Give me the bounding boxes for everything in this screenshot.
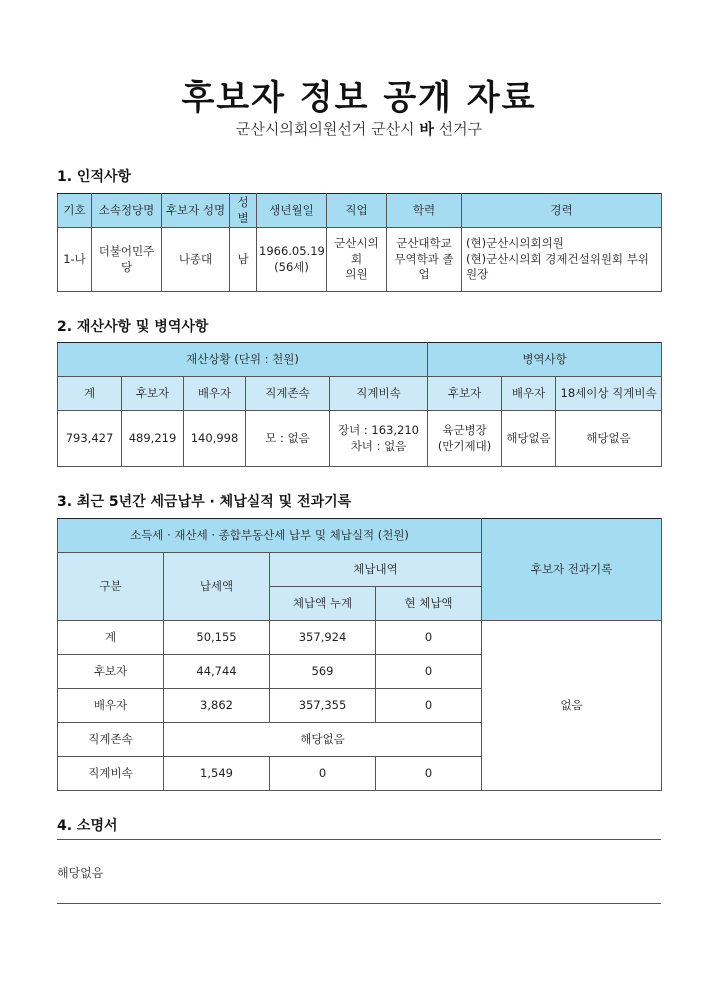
cell-arrears-current: 0: [376, 689, 482, 723]
cell-arrears-total: 0: [270, 757, 376, 791]
statement-top-rule: [57, 839, 661, 840]
section-tax-heading: 3. 최근 5년간 세금납부 · 체납실적 및 전과기록: [57, 494, 352, 510]
section-statement-heading: 4. 소명서: [57, 818, 118, 834]
table-row: [58, 621, 662, 655]
table-row: [58, 411, 662, 467]
personal-info-table: [57, 193, 662, 292]
cell-mil-spouse: 해당없음: [502, 411, 556, 467]
mil-candidate-line2: (만기제대): [437, 438, 492, 453]
statement-bottom-rule: [57, 903, 661, 904]
cell-paid: 1,549: [164, 757, 270, 791]
military-group-header: 병역사항: [428, 343, 662, 377]
cell-criminal-record: 없음: [482, 621, 662, 791]
col-mil-spouse: 배우자: [502, 377, 556, 411]
section-personal-heading: 1. 인적사항: [57, 169, 132, 185]
col-mil-descendant: 18세이상 직계비속: [556, 377, 662, 411]
criminal-header: 후보자 전과기록: [482, 519, 662, 621]
col-total: 계: [58, 377, 122, 411]
cell-ascendant: 모 : 없음: [246, 411, 330, 467]
cell-birth: [257, 228, 327, 292]
mil-candidate-line1: 육군병장: [442, 422, 487, 437]
cell-mil-descendant: 해당없음: [556, 411, 662, 467]
property-military-table: [57, 342, 662, 467]
subtitle-district: 바: [419, 120, 434, 138]
cell-arrears-total: 357,924: [270, 621, 376, 655]
cell-total: 793,427: [58, 411, 122, 467]
col-name: 후보자 성명: [162, 194, 230, 228]
cell-arrears-current: 0: [376, 655, 482, 689]
col-education: 학력: [387, 194, 462, 228]
career-line2: (현)군산시의회 경제건설위원회 부위원장: [466, 251, 649, 282]
cell-merged-value: 해당없음: [164, 723, 482, 757]
birth-age: (56세): [274, 259, 309, 274]
cell-category: 직계존속: [58, 723, 164, 757]
statement-value: 해당없음: [57, 866, 104, 880]
cell-descendant: [330, 411, 428, 467]
career-line1: (현)군산시의회의원: [466, 236, 564, 251]
col-descendant: 직계비속: [330, 377, 428, 411]
descendant-line1: 장녀 : 163,210: [338, 422, 419, 437]
cell-arrears-current: 0: [376, 621, 482, 655]
col-birth: 생년월일: [257, 194, 327, 228]
col-job: 직업: [327, 194, 387, 228]
col-career: 경력: [462, 194, 662, 228]
cell-career: [462, 228, 662, 292]
col-arrears: 체납내역: [270, 553, 482, 587]
cell-category: 후보자: [58, 655, 164, 689]
cell-arrears-total: 569: [270, 655, 376, 689]
cell-arrears-total: 357,355: [270, 689, 376, 723]
job-line1: 군산시의회: [334, 236, 379, 266]
cell-mil-candidate: [428, 411, 502, 467]
edu-line1: 군산대학교: [396, 236, 452, 251]
col-spouse: 배우자: [184, 377, 246, 411]
tax-criminal-table: [57, 518, 662, 791]
birth-date: 1966.05.19: [259, 243, 325, 258]
cell-paid: 44,744: [164, 655, 270, 689]
col-party: 소속정당명: [92, 194, 162, 228]
tax-group-header: 소득세 · 재산세 · 종합부동산세 납부 및 체납실적 (천원): [58, 519, 482, 553]
cell-number: 1-나: [58, 228, 92, 292]
job-line2: 의원: [345, 267, 368, 282]
cell-arrears-current: 0: [376, 757, 482, 791]
cell-paid: 50,155: [164, 621, 270, 655]
subtitle-prefix: 군산시의회의원선거 군산시: [235, 120, 415, 138]
page-title: 후보자 정보 공개 자료: [181, 78, 537, 118]
cell-category: 직계비속: [58, 757, 164, 791]
edu-line2: 무역학과 졸업: [394, 251, 454, 282]
col-arrears-current: 현 체납액: [376, 587, 482, 621]
cell-category: 배우자: [58, 689, 164, 723]
cell-name: 나종대: [162, 228, 230, 292]
cell-category: 계: [58, 621, 164, 655]
descendant-line2: 차녀 : 없음: [350, 438, 407, 453]
cell-party: 더불어민주당: [92, 228, 162, 292]
col-mil-candidate: 후보자: [428, 377, 502, 411]
col-gender: 성별: [230, 194, 257, 228]
col-candidate: 후보자: [122, 377, 184, 411]
col-ascendant: 직계존속: [246, 377, 330, 411]
cell-paid: 3,862: [164, 689, 270, 723]
subtitle-suffix: 선거구: [438, 120, 483, 138]
property-group-header: 재산상황 (단위 : 천원): [58, 343, 428, 377]
table-row: [58, 228, 662, 292]
col-arrears-total: 체납액 누계: [270, 587, 376, 621]
section-property-heading: 2. 재산사항 및 병역사항: [57, 319, 209, 335]
col-paid: 납세액: [164, 553, 270, 621]
cell-job: [327, 228, 387, 292]
cell-candidate: 489,219: [122, 411, 184, 467]
col-number: 기호: [58, 194, 92, 228]
col-category: 구분: [58, 553, 164, 621]
cell-education: [387, 228, 462, 292]
cell-spouse: 140,998: [184, 411, 246, 467]
page-subtitle: [0, 118, 718, 139]
cell-gender: 남: [230, 228, 257, 292]
